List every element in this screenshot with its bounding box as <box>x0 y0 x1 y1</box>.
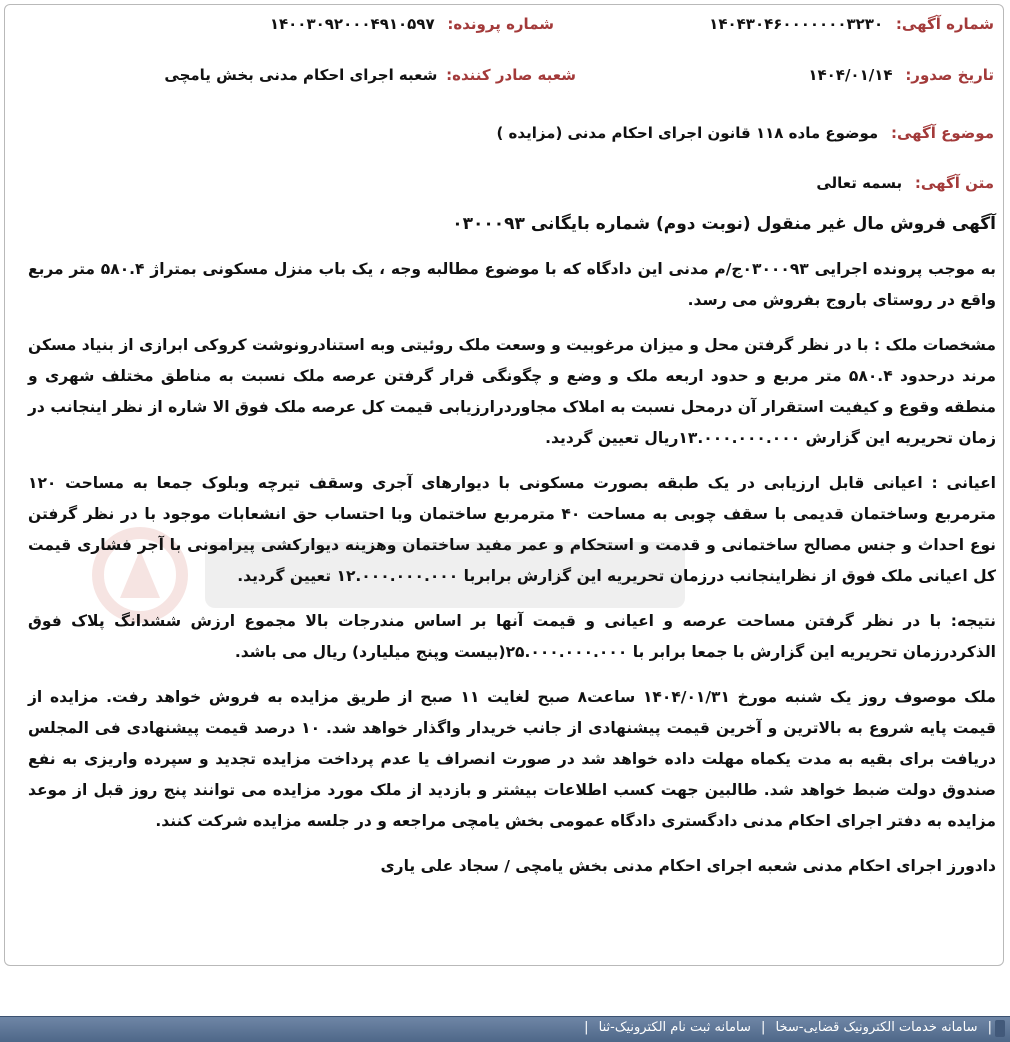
footer-link-sakha[interactable]: سامانه خدمات الکترونیک قضایی-سخا <box>775 1020 978 1035</box>
subject-value: موضوع ماده ۱۱۸ قانون اجرای احکام مدنی (مزایده ) <box>496 124 879 142</box>
footer-link-sana[interactable]: سامانه ثبت نام الکترونیک-ثنا <box>598 1020 751 1035</box>
subject-label: موضوع آگهی: <box>890 124 994 142</box>
paragraph-intro: به موجب پرونده اجرایی ۰۳۰۰۰۹۳ج/م مدنی این دادگاه که با موضوع مطالبه وجه ، یک باب منزل مسکونی بمتراژ ۵۸۰.۴ متر مربع واقع در روستای باروج بفروش می رسد. <box>28 260 996 309</box>
footer-separator: | <box>987 1020 992 1035</box>
ad-number-value: ۱۴۰۴۳۰۴۶۰۰۰۰۰۰۰۳۲۳۰ <box>709 15 884 33</box>
text-label: متن آگهی: <box>914 174 994 192</box>
notice-body <box>28 209 996 882</box>
footer-separator: | <box>761 1020 766 1035</box>
notice-title: آگهی فروش مال غیر منقول (نوبت دوم) شماره بایگانی ۰۳۰۰۰۹۳ <box>452 214 996 234</box>
issuer-label: شعبه صادر کننده: <box>446 66 576 84</box>
ad-number-label: شماره آگهی: <box>895 15 994 33</box>
paragraph-property-specs: مشخصات ملک : با در نظر گرفتن محل و میزان مرغوبیت و وسعت ملک روئیتی وبه استنادرونوشت کروکی ابرازی از بنیاد مسکن مرند درحدود ۵۸۰.۴ متر مربع و حدود اربعه ملک و وضع و چگونگی قرار گرفتن عرصه ملک نسبت به مناطق مختلف شهری و منطقه وقوع و کیفیت استقرار آن درمحل نسبت به املاک مجاوردرارزیابی قیمت کل عرصه ملک فوق الا شاره از نظر اینجانب در زمان تحریریه این گزارش ۱۳.۰۰۰.۰۰۰.۰۰۰ریال تعیین گردید. <box>28 336 996 447</box>
issue-date-row <box>808 66 994 84</box>
paragraph-auction-terms: ملک موصوف روز یک شنبه مورخ ۱۴۰۴/۰۱/۳۱ ساعت۸ صبح لغایت ۱۱ صبح از طریق مزایده به فروش خواهد رفت. مزایده از قیمت پایه شروع به بالاترین و آخرین قیمت پیشنهادی از جانب خریدار واگذار خواهد شد. ۱۰ درصد قیمت پیشنهادی فی المجلس دریافت برای بقیه به مدت یکماه مهلت داده خواهد شد در صورت انصراف یا عدم پرداخت مزایده تجدید و سپرده واریزی به نفع صندوق دولت ضبط خواهد شد. طالبین جهت کسب اطلاعات بیشتر و بازدید از ملک مورد مزایده می توانند پنج روز قبل از موعد مزایده به دفتر اجرای احکام مدنی دادگستری دادگاه عمومی بخش یامچی مراجعه و در جلسه مزایده شرکت کنند. <box>28 688 996 830</box>
case-number-row <box>270 15 554 33</box>
subject-row <box>496 124 994 142</box>
scrollbar-thumb[interactable] <box>995 1020 1005 1037</box>
issuer-row <box>164 66 576 84</box>
footer-bar <box>0 1016 1010 1042</box>
ad-number-row <box>709 15 994 33</box>
issue-date-label: تاریخ صدور: <box>905 66 994 84</box>
issuer-value: شعبه اجرای احکام مدنی بخش یامچی <box>164 66 438 84</box>
footer-separator: | <box>584 1020 589 1035</box>
text-row <box>816 174 994 192</box>
case-number-value: ۱۴۰۰۳۰۹۲۰۰۰۴۹۱۰۵۹۷ <box>269 15 435 33</box>
issue-date-value: ۱۴۰۴/۰۱/۱۴ <box>808 66 893 84</box>
signature: دادورز اجرای احکام مدنی شعبه اجرای احکام مدنی بخش یامچی / سجاد علی یاری <box>380 857 996 875</box>
footer-links <box>584 1020 992 1035</box>
text-intro: بسمه تعالی <box>816 174 903 192</box>
paragraph-buildings: اعیانی : اعیانی قابل ارزیابی در یک طبقه بصورت مسکونی با دیوارهای آجری وسقف تیرچه وبلوک جمعا به مساحت ۱۲۰ مترمربع وساختمان قدیمی با سقف چوبی به مساحت ۴۰ مترمربع ساختمان وبا احتساب حق انشعابات موجود با در نظر گرفتن نوع احداث و جنس مصالح ساختمانی و قدمت و استحکام و عمر مفید ساختمان وهزینه دیوارکشی پیرامونی با آجر فشاری قیمت کل اعیانی ملک فوق از نظراینجانب درزمان تحریریه این گزارش برابربا ۱۲.۰۰۰.۰۰۰.۰۰۰ تعیین گردید. <box>28 474 996 585</box>
case-number-label: شماره پرونده: <box>447 15 554 33</box>
paragraph-result: نتیجه: با در نظر گرفتن مساحت عرصه و اعیانی و قیمت آنها بر اساس مندرجات بالا مجموع ارزش ششدانگ پلاک فوق الذکردرزمان تحریریه این گزارش با جمعا برابر با ۲۵.۰۰۰.۰۰۰.۰۰۰(بیست وپنج میلیارد) ریال می باشد. <box>28 612 996 661</box>
